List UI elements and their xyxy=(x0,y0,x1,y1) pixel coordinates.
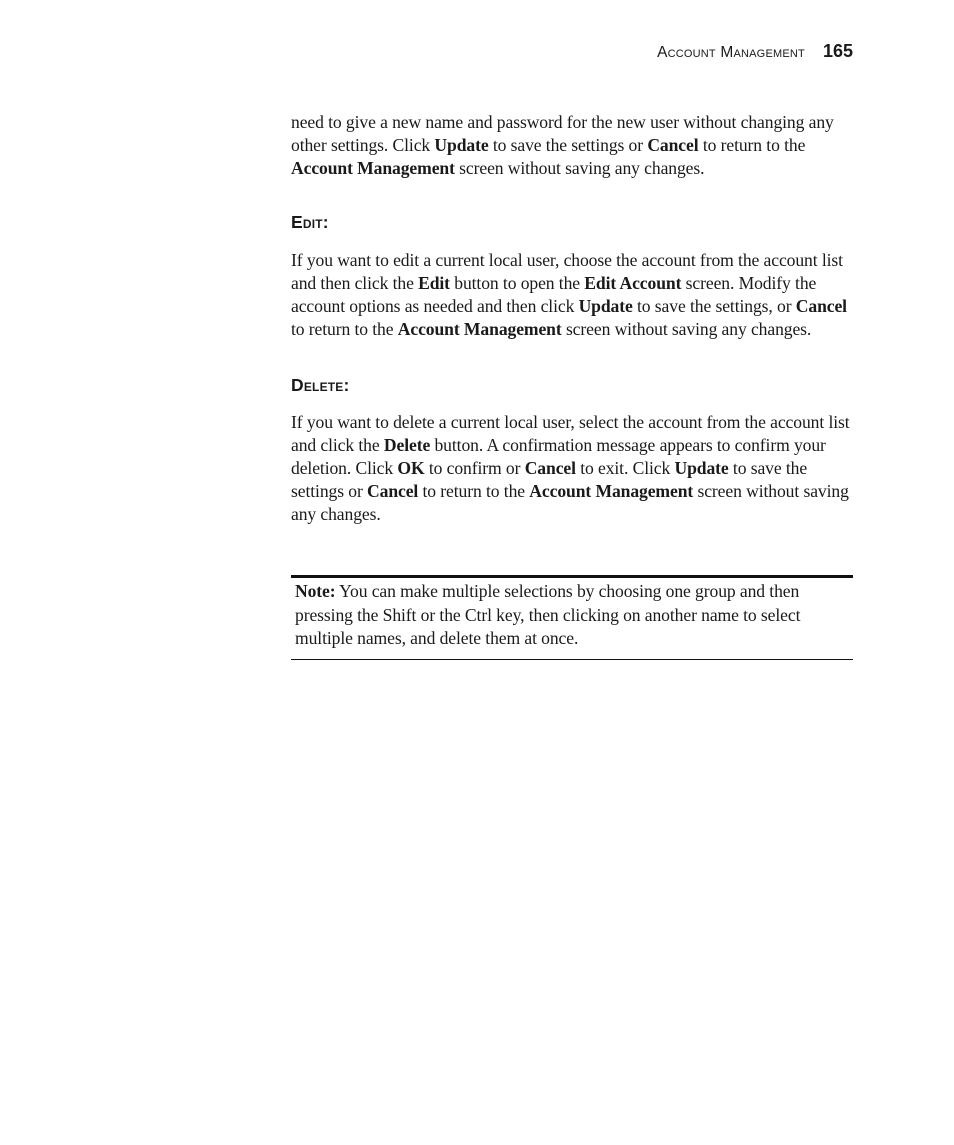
intro-cancel-term: Cancel xyxy=(647,135,699,155)
intro-account-management-term: Account Management xyxy=(291,158,455,178)
intro-paragraph xyxy=(291,111,853,180)
note-text: You can make multiple selections by choosing one group and then pressing the Shift or the Ctrl key, then clicking on another name to select multiple names, and delete them at once. xyxy=(295,581,801,648)
edit-update-term: Update xyxy=(578,296,633,316)
delete-cancel-term-2: Cancel xyxy=(367,481,419,501)
delete-text-7: screen without saving any changes. xyxy=(291,481,849,524)
delete-ok-term: OK xyxy=(397,458,425,478)
edit-paragraph xyxy=(291,249,853,341)
page-number: 165 xyxy=(822,41,853,61)
delete-account-management-term: Account Management xyxy=(529,481,694,501)
edit-text-2: button to open the xyxy=(449,273,585,293)
section-name: Account Management xyxy=(657,44,805,61)
intro-update-term: Update xyxy=(434,135,489,155)
edit-text-1: If you want to edit a current local user, choose the account from the account list and then click the xyxy=(291,250,843,293)
delete-text-2: button. A confirmation message appears to confirm your deletion. Click xyxy=(291,435,826,478)
delete-heading: Delete: xyxy=(291,375,350,395)
delete-text-3: to confirm or xyxy=(424,458,525,478)
edit-text-6: screen without saving any changes. xyxy=(561,319,812,339)
edit-edit-account-term: Edit Account xyxy=(584,273,682,293)
intro-text-1: need to give a new name and password for the new user without changing any other settings. Click xyxy=(291,112,834,155)
page-content xyxy=(291,111,853,660)
delete-cancel-term: Cancel xyxy=(524,458,576,478)
delete-update-term: Update xyxy=(674,458,729,478)
delete-text-4: to exit. Click xyxy=(575,458,675,478)
edit-account-management-term: Account Management xyxy=(397,319,562,339)
edit-text-5: to return to the xyxy=(291,319,398,339)
delete-text-6: to return to the xyxy=(418,481,530,501)
note-label: Note: xyxy=(295,581,336,601)
delete-text-5: to save the settings or xyxy=(291,458,808,501)
edit-cancel-term: Cancel xyxy=(795,296,847,316)
edit-text-4: to save the settings, or xyxy=(632,296,796,316)
edit-text-3: screen. Modify the account options as needed and then click xyxy=(291,273,817,316)
delete-text-1: If you want to delete a current local user, select the account from the account list and click the xyxy=(291,412,850,455)
running-header xyxy=(657,41,853,62)
note-paragraph xyxy=(295,580,853,651)
intro-text-3: to return to the xyxy=(698,135,806,155)
edit-edit-term: Edit xyxy=(418,273,450,293)
intro-text-4: screen without saving any changes. xyxy=(454,158,705,178)
delete-paragraph xyxy=(291,411,853,526)
edit-heading: Edit: xyxy=(291,212,329,232)
delete-delete-term: Delete xyxy=(383,435,431,455)
intro-text-2: to save the settings or xyxy=(488,135,648,155)
note-box xyxy=(291,575,853,660)
